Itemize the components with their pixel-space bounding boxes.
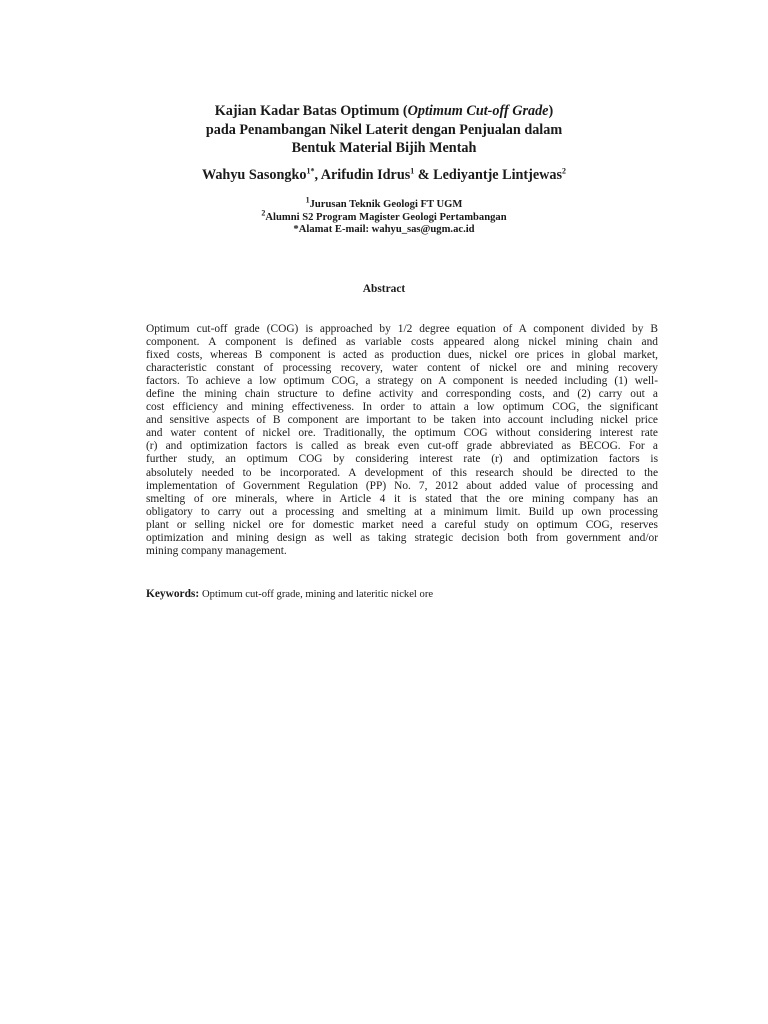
abstract-line: and sensitive aspects of B component are important to be taken into account including nickel price — [146, 414, 658, 427]
author-affiliation-mark: 2 — [562, 166, 567, 176]
keywords-value: Optimum cut-off grade, mining and lateritic nickel ore — [202, 589, 434, 600]
abstract-heading: Abstract — [362, 283, 406, 295]
contact-email: *Alamat E-mail: wahyu_sas@ugm.ac.id — [293, 224, 475, 236]
abstract-line: characteristic constant of processing recovery, water content of nickel ore and mining recovery — [146, 362, 658, 375]
affiliation-1: $^1$Jurusan Teknik Geologi FT UGM — [305, 195, 463, 210]
author-name: Arifudin Idrus — [320, 167, 411, 183]
abstract-line: cost efficiency and mining effectiveness. In order to attain a low optimum COG, the significant — [146, 401, 658, 414]
title-line-3: Bentuk Material Bijih Mentah — [291, 140, 477, 156]
abstract-line: component. A component is defined as variable costs appeared along nickel mining chain and — [146, 336, 658, 349]
abstract-line: define the mining chain structure to define activity and corresponding costs, and (2) carry out a — [146, 388, 658, 401]
abstract-line: and water content of nickel ore. Traditionally, the optimum COG without considering interest rate — [146, 427, 658, 440]
abstract-body — [146, 323, 658, 558]
keywords — [146, 587, 658, 602]
paper-title — [140, 102, 628, 158]
affiliations — [150, 195, 618, 237]
author-affiliation-mark: 1 — [410, 166, 415, 176]
author-name: Wahyu Sasongko — [201, 167, 307, 183]
keywords-label: Keywords: — [146, 588, 200, 600]
abstract-line: mining company management. — [146, 544, 287, 557]
abstract-line: plant or selling nickel ore for domestic market need a careful study on optimum COG, reserves — [146, 518, 658, 531]
abstract-line: smelting of ore minerals, where in Article 4 it is stated that the ore mining company has an — [146, 492, 658, 505]
abstract-line: absolutely needed to be incorporated. A development of this research should be directed to the — [146, 466, 658, 479]
abstract-line: fixed costs, whereas B component is acted as production dues, nickel ore prices in global market, — [146, 349, 658, 362]
abstract-line: optimization and mining design as well as taking strategic decision both from government and/or — [146, 531, 658, 544]
abstract-line: Optimum cut-off grade (COG) is approached by 1/2 degree equation of A component divided by B — [146, 323, 658, 335]
abstract-line: obligatory to carry out a processing and smelting at a minimum limit. Build up own processing — [146, 505, 658, 518]
author-name: Lediyantje Lintjewas — [433, 167, 563, 183]
title-line-2: pada Penambangan Nikel Laterit dengan Penjualan dalam — [205, 121, 563, 138]
author-affiliation-mark: 1* — [306, 166, 315, 176]
title-line-1: Kajian Kadar Batas Optimum (Optimum Cut-off Grade) — [214, 103, 554, 119]
abstract-line: factors. To achieve a low optimum COG, a strategy on A component is needed including (1) well- — [146, 375, 658, 388]
abstract-line: (r) and optimization factors is called as break even cut-off grade abbreviated as BECOG. For a — [146, 440, 658, 453]
abstract-line: further study, an optimum COG by considering interest rate (r) and optimization factors is — [146, 453, 658, 466]
abstract-line: implementation of Government Regulation (PP) No. 7, 2012 about added value of processing and — [146, 479, 658, 492]
affiliation-2: $^2$Alumni S2 Program Magister Geologi Pertambangan — [261, 208, 507, 223]
author-list: Wahyu Sasongko$^{1*}$, Arifudin Idrus$^1$ & Lediyantje Lintjewas$^2$ — [201, 166, 567, 183]
